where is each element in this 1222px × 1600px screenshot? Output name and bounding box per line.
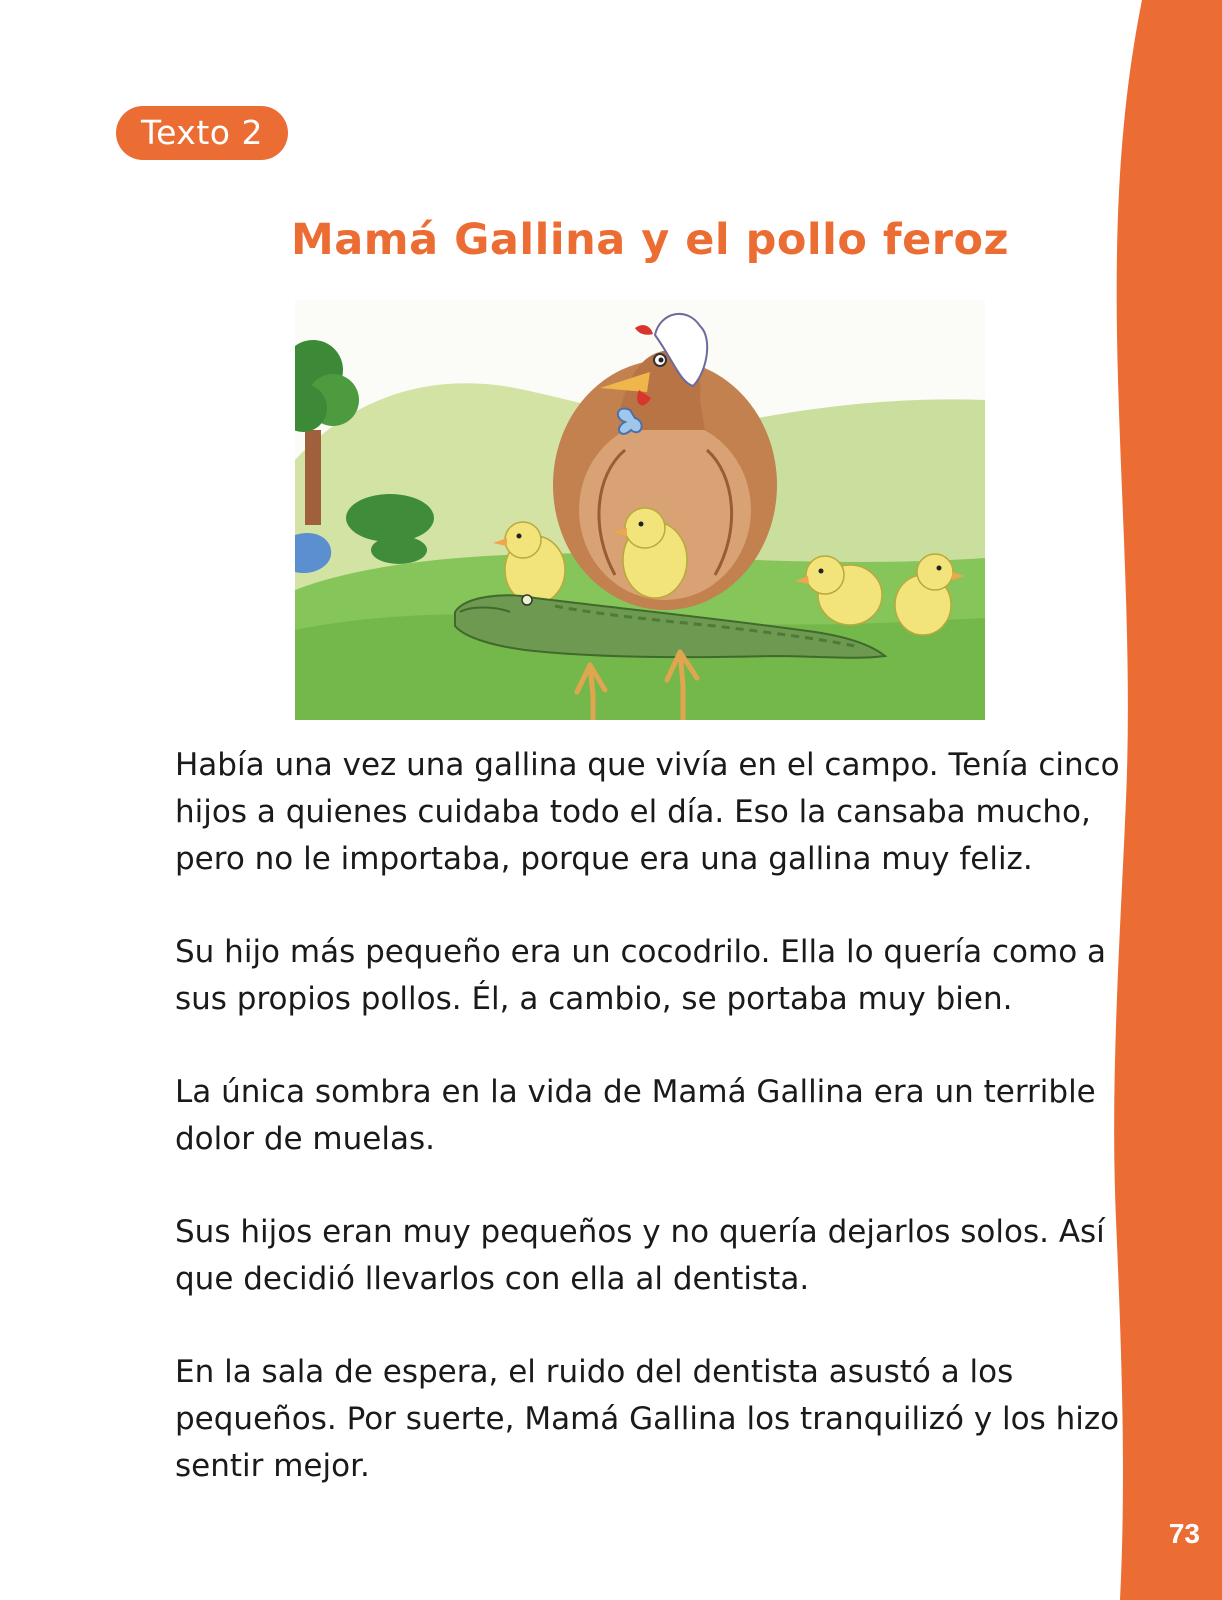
story-paragraph: Su hijo más pequeño era un cocodrilo. Ella lo quería como a sus propios pollos. Él, a cambio, se portaba muy bien. xyxy=(175,934,1107,1017)
story-illustration xyxy=(295,300,985,720)
story-text xyxy=(175,742,1135,1536)
story-paragraph: La única sombra en la vida de Mamá Gallina era un terrible dolor de muelas. xyxy=(175,1074,1096,1157)
text-number-badge: Texto 2 xyxy=(116,106,288,160)
story-paragraph: En la sala de espera, el ruido del dentista asustó a los pequeños. Por suerte, Mamá Gallina los tranquilizó y los hizo sentir mejor. xyxy=(175,1354,1120,1484)
story-paragraph: Sus hijos eran muy pequeños y no quería dejarlos solos. Así que decidió llevarlos con ella al dentista. xyxy=(175,1214,1105,1297)
page-number: 73 xyxy=(1168,1518,1200,1549)
story-paragraph: Había una vez una gallina que vivía en el campo. Tenía cinco hijos a quienes cuidaba todo el día. Eso la cansaba mucho, pero no le importaba, porque era una gallina muy feliz. xyxy=(175,747,1120,877)
story-title: Mamá Gallina y el pollo feroz xyxy=(290,215,1010,265)
